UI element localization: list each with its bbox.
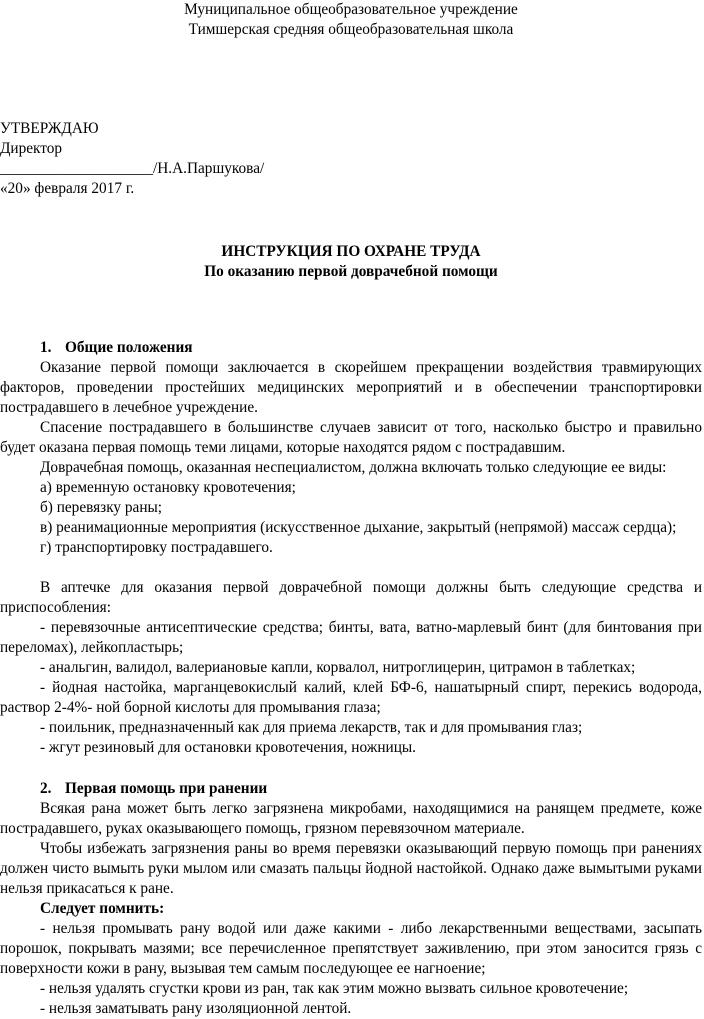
- document-title-block: [0, 242, 702, 282]
- approval-signature: ____________________/Н.А.Паршукова/: [0, 160, 265, 177]
- list-item: а) временную остановку кровотечения;: [40, 479, 296, 496]
- list-item: - поильник, предназначенный как для приема лекарств, так и для промывания глаз;: [40, 719, 583, 736]
- paragraph: Спасение пострадавшего в большинстве случаев зависит от того, насколько быстро и правильно будет оказана первая помощь теми лицами, которые находятся рядом с пострадавшим.: [0, 419, 702, 456]
- organization-header: [0, 0, 702, 40]
- approval-position: Директор: [0, 140, 63, 157]
- section-wounds: [0, 779, 702, 1019]
- paragraph: Чтобы избежать загрязнения раны во время перевязки оказывающий первую помощь при ранениях должен чисто вымыть руки мылом или смазать пальцы йодной настойкой. Однако даже вымытыми руками нельзя прикасаться к ране.: [0, 840, 702, 897]
- list-item: в) реанимационные мероприятия (искусственное дыхание, закрытый (непрямой) массаж сердца);: [40, 519, 677, 536]
- section-heading-1: [0, 338, 702, 358]
- section-title: Общие положения: [65, 339, 193, 356]
- list-item: - жгут резиновый для остановки кровотечения, ножницы.: [40, 739, 416, 756]
- remember-note: Следует помнить:: [40, 900, 165, 917]
- list-item: - нельзя удалять сгустки крови из ран, так как этим можно вызвать сильное кровотечение;: [40, 980, 629, 997]
- document-title: ИНСТРУКЦИЯ ПО ОХРАНЕ ТРУДА: [221, 243, 481, 260]
- paragraph: Всякая рана может быть легко загрязнена микробами, находящимися на ранящем предмете, коже пострадавшего, руках оказывающего помощь, грязном перевязочном материале.: [0, 800, 702, 837]
- approval-label: УТВЕРЖДАЮ: [0, 120, 99, 137]
- list-item: - нельзя промывать рану водой или даже какими - либо лекарственными веществами, засыпать порошок, покрывать мазями; все перечисленное препятствует заживлению, при этом заносится грязь с поверхности кожи в рану, вызывая тем самым последующее ее нагноение;: [0, 920, 702, 977]
- approval-block: [0, 119, 702, 199]
- section-title: Первая помощь при ранении: [65, 780, 268, 797]
- list-item: - йодная настойка, марганцевокислый калий, клей БФ-6, нашатырный спирт, перекись водорода, раствор 2-4%- ной борной кислоты для промывания глаза;: [0, 679, 702, 716]
- list-item: - анальгин, валидол, валериановые капли, корвалол, нитроглицерин, цитрамон в таблетках;: [40, 659, 636, 676]
- list-item: - нельзя заматывать рану изоляционной лентой.: [40, 1000, 352, 1017]
- paragraph: В аптечке для оказания первой доврачебной помощи должны быть следующие средства и приспособления:: [0, 579, 702, 616]
- list-item: б) перевязку раны;: [40, 499, 163, 516]
- org-name-line-2: Тимшерская средняя общеобразовательная школа: [188, 21, 514, 38]
- approval-date: «20» февраля 2017 г.: [0, 180, 135, 197]
- paragraph: Доврачебная помощь, оказанная неспециалистом, должна включать только следующие ее виды:: [40, 459, 667, 476]
- section-number: 1.: [40, 339, 52, 356]
- paragraph: Оказание первой помощи заключается в скорейшем прекращении воздействия травмирующих факторов, проведении простейших медицинских мероприятий и в обеспечении транспортировки пострадавшего в лечебное учреждение.: [0, 359, 702, 416]
- org-name-line-1: Муниципальное общеобразовательное учреждение: [184, 1, 518, 18]
- section-general: [0, 338, 702, 758]
- document-subtitle: По оказанию первой доврачебной помощи: [204, 263, 498, 280]
- list-item: - перевязочные антисептические средства; бинты, вата, ватно-марлевый бинт (для бинтования при переломах), лейкопластырь;: [0, 619, 702, 656]
- section-heading-2: [0, 779, 702, 799]
- section-number: 2.: [40, 780, 52, 797]
- list-item: г) транспортировку пострадавшего.: [40, 539, 273, 556]
